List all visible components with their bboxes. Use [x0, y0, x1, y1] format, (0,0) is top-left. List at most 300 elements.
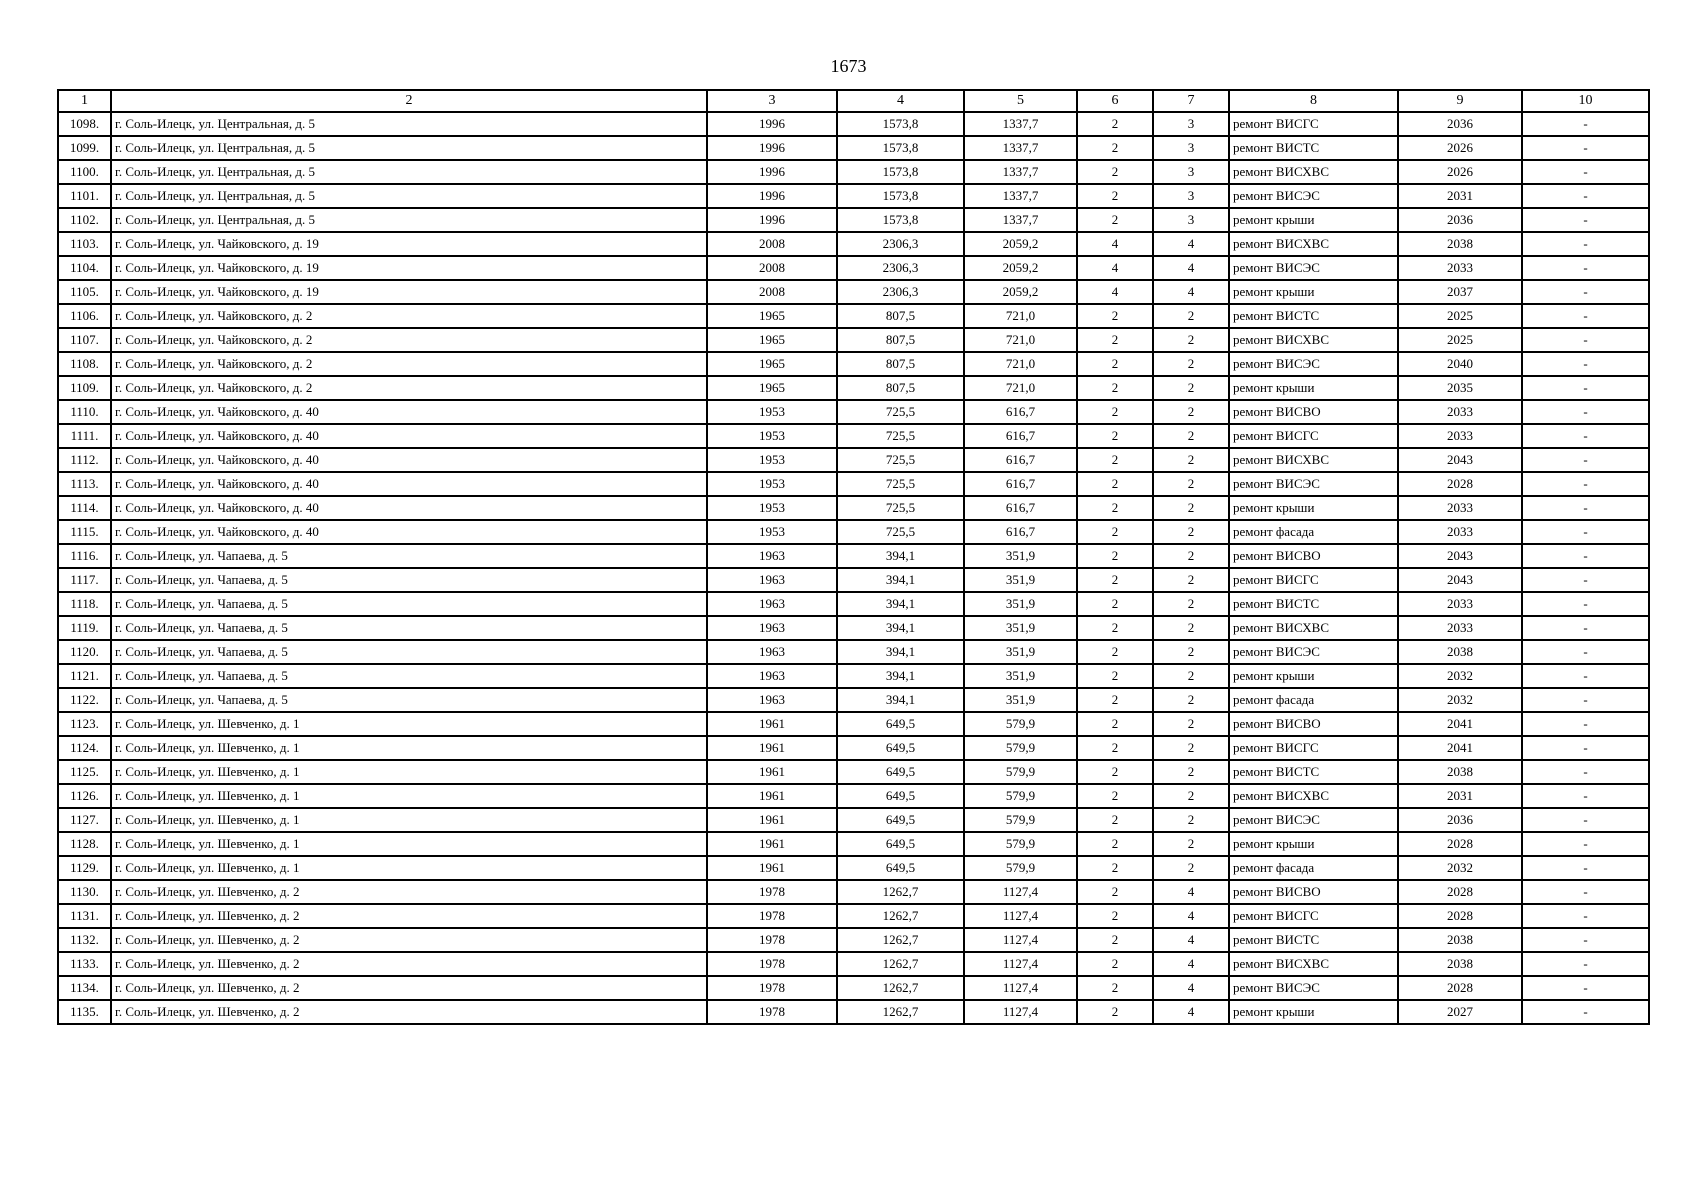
cell-floors: 2 [1077, 952, 1153, 976]
cell-living-area: 351,9 [964, 544, 1077, 568]
cell-note: - [1522, 400, 1649, 424]
cell-row-number: 1102. [58, 208, 111, 232]
cell-living-area: 351,9 [964, 592, 1077, 616]
cell-living-area: 2059,2 [964, 280, 1077, 304]
cell-floors: 2 [1077, 832, 1153, 856]
cell-note: - [1522, 856, 1649, 880]
cell-work-type: ремонт ВИСЭС [1229, 472, 1398, 496]
cell-floors: 2 [1077, 592, 1153, 616]
cell-living-area: 351,9 [964, 664, 1077, 688]
table-row [58, 400, 1649, 424]
cell-total-area: 649,5 [837, 856, 964, 880]
cell-address: г. Соль-Илецк, ул. Центральная, д. 5 [111, 136, 707, 160]
table-row [58, 688, 1649, 712]
cell-total-area: 1573,8 [837, 160, 964, 184]
cell-row-number: 1122. [58, 688, 111, 712]
table-row [58, 280, 1649, 304]
cell-work-type: ремонт ВИСГС [1229, 424, 1398, 448]
cell-year-built: 1953 [707, 448, 837, 472]
cell-year-built: 1978 [707, 904, 837, 928]
table-row [58, 448, 1649, 472]
column-header-6: 6 [1077, 90, 1153, 112]
cell-living-area: 616,7 [964, 472, 1077, 496]
table-row [58, 424, 1649, 448]
cell-planned-year: 2038 [1398, 928, 1522, 952]
cell-floors: 2 [1077, 760, 1153, 784]
cell-row-number: 1121. [58, 664, 111, 688]
cell-year-built: 1996 [707, 136, 837, 160]
cell-total-area: 1262,7 [837, 1000, 964, 1024]
cell-year-built: 2008 [707, 256, 837, 280]
cell-total-area: 2306,3 [837, 232, 964, 256]
cell-address: г. Соль-Илецк, ул. Шевченко, д. 2 [111, 1000, 707, 1024]
cell-note: - [1522, 424, 1649, 448]
cell-total-area: 1573,8 [837, 184, 964, 208]
cell-entrances: 2 [1153, 640, 1229, 664]
table-row [58, 832, 1649, 856]
table-row [58, 520, 1649, 544]
cell-year-built: 1965 [707, 304, 837, 328]
cell-total-area: 807,5 [837, 376, 964, 400]
cell-note: - [1522, 160, 1649, 184]
cell-total-area: 1262,7 [837, 880, 964, 904]
page-number: 1673 [830, 56, 867, 76]
cell-row-number: 1109. [58, 376, 111, 400]
cell-address: г. Соль-Илецк, ул. Шевченко, д. 1 [111, 712, 707, 736]
cell-floors: 2 [1077, 304, 1153, 328]
cell-address: г. Соль-Илецк, ул. Чайковского, д. 40 [111, 400, 707, 424]
cell-floors: 2 [1077, 376, 1153, 400]
cell-note: - [1522, 832, 1649, 856]
cell-planned-year: 2025 [1398, 328, 1522, 352]
header-row [58, 90, 1649, 112]
cell-address: г. Соль-Илецк, ул. Центральная, д. 5 [111, 208, 707, 232]
cell-entrances: 2 [1153, 568, 1229, 592]
cell-living-area: 721,0 [964, 352, 1077, 376]
cell-work-type: ремонт фасада [1229, 688, 1398, 712]
cell-note: - [1522, 952, 1649, 976]
cell-entrances: 2 [1153, 808, 1229, 832]
cell-year-built: 1978 [707, 952, 837, 976]
cell-row-number: 1117. [58, 568, 111, 592]
cell-work-type: ремонт крыши [1229, 376, 1398, 400]
cell-total-area: 1573,8 [837, 112, 964, 136]
cell-living-area: 1337,7 [964, 160, 1077, 184]
cell-row-number: 1135. [58, 1000, 111, 1024]
cell-entrances: 2 [1153, 304, 1229, 328]
cell-row-number: 1123. [58, 712, 111, 736]
cell-year-built: 1963 [707, 544, 837, 568]
cell-living-area: 1337,7 [964, 208, 1077, 232]
cell-total-area: 394,1 [837, 688, 964, 712]
cell-planned-year: 2033 [1398, 616, 1522, 640]
table-row [58, 856, 1649, 880]
cell-entrances: 2 [1153, 784, 1229, 808]
cell-work-type: ремонт ВИСВО [1229, 544, 1398, 568]
cell-year-built: 1961 [707, 832, 837, 856]
cell-row-number: 1104. [58, 256, 111, 280]
cell-floors: 2 [1077, 520, 1153, 544]
cell-row-number: 1127. [58, 808, 111, 832]
cell-row-number: 1134. [58, 976, 111, 1000]
cell-planned-year: 2026 [1398, 136, 1522, 160]
cell-address: г. Соль-Илецк, ул. Шевченко, д. 1 [111, 856, 707, 880]
cell-planned-year: 2043 [1398, 544, 1522, 568]
cell-planned-year: 2026 [1398, 160, 1522, 184]
cell-year-built: 1961 [707, 808, 837, 832]
cell-note: - [1522, 616, 1649, 640]
cell-floors: 2 [1077, 904, 1153, 928]
cell-address: г. Соль-Илецк, ул. Чайковского, д. 19 [111, 280, 707, 304]
cell-total-area: 1262,7 [837, 904, 964, 928]
cell-planned-year: 2027 [1398, 1000, 1522, 1024]
cell-planned-year: 2038 [1398, 232, 1522, 256]
column-header-5: 5 [964, 90, 1077, 112]
cell-year-built: 1953 [707, 424, 837, 448]
cell-living-area: 1337,7 [964, 112, 1077, 136]
table-row [58, 904, 1649, 928]
cell-work-type: ремонт крыши [1229, 832, 1398, 856]
cell-floors: 2 [1077, 880, 1153, 904]
cell-address: г. Соль-Илецк, ул. Центральная, д. 5 [111, 160, 707, 184]
cell-total-area: 725,5 [837, 472, 964, 496]
cell-row-number: 1108. [58, 352, 111, 376]
cell-floors: 2 [1077, 808, 1153, 832]
column-header-3: 3 [707, 90, 837, 112]
cell-year-built: 1963 [707, 568, 837, 592]
cell-planned-year: 2033 [1398, 400, 1522, 424]
cell-planned-year: 2028 [1398, 904, 1522, 928]
cell-note: - [1522, 328, 1649, 352]
cell-address: г. Соль-Илецк, ул. Чапаева, д. 5 [111, 568, 707, 592]
cell-address: г. Соль-Илецк, ул. Чайковского, д. 19 [111, 232, 707, 256]
cell-address: г. Соль-Илецк, ул. Чайковского, д. 40 [111, 472, 707, 496]
cell-year-built: 1953 [707, 400, 837, 424]
cell-row-number: 1103. [58, 232, 111, 256]
cell-note: - [1522, 208, 1649, 232]
cell-entrances: 2 [1153, 736, 1229, 760]
cell-year-built: 1978 [707, 976, 837, 1000]
cell-floors: 2 [1077, 496, 1153, 520]
cell-note: - [1522, 520, 1649, 544]
cell-floors: 2 [1077, 856, 1153, 880]
cell-work-type: ремонт ВИСГС [1229, 904, 1398, 928]
cell-entrances: 4 [1153, 280, 1229, 304]
cell-year-built: 1961 [707, 856, 837, 880]
cell-total-area: 725,5 [837, 448, 964, 472]
cell-work-type: ремонт фасада [1229, 856, 1398, 880]
cell-living-area: 721,0 [964, 328, 1077, 352]
cell-year-built: 1996 [707, 112, 837, 136]
cell-note: - [1522, 112, 1649, 136]
cell-work-type: ремонт ВИСТС [1229, 760, 1398, 784]
cell-entrances: 2 [1153, 544, 1229, 568]
cell-note: - [1522, 304, 1649, 328]
cell-living-area: 2059,2 [964, 256, 1077, 280]
cell-floors: 2 [1077, 424, 1153, 448]
cell-address: г. Соль-Илецк, ул. Шевченко, д. 2 [111, 928, 707, 952]
cell-work-type: ремонт ВИСТС [1229, 304, 1398, 328]
cell-entrances: 2 [1153, 760, 1229, 784]
cell-floors: 2 [1077, 352, 1153, 376]
cell-address: г. Соль-Илецк, ул. Центральная, д. 5 [111, 112, 707, 136]
cell-entrances: 2 [1153, 520, 1229, 544]
cell-row-number: 1110. [58, 400, 111, 424]
cell-work-type: ремонт фасада [1229, 520, 1398, 544]
cell-living-area: 616,7 [964, 520, 1077, 544]
table-row [58, 976, 1649, 1000]
cell-work-type: ремонт ВИСЭС [1229, 352, 1398, 376]
table-row [58, 256, 1649, 280]
cell-living-area: 579,9 [964, 760, 1077, 784]
cell-note: - [1522, 640, 1649, 664]
cell-address: г. Соль-Илецк, ул. Шевченко, д. 2 [111, 904, 707, 928]
cell-work-type: ремонт ВИСТС [1229, 136, 1398, 160]
cell-planned-year: 2038 [1398, 760, 1522, 784]
cell-note: - [1522, 568, 1649, 592]
table-row [58, 472, 1649, 496]
cell-floors: 2 [1077, 976, 1153, 1000]
cell-entrances: 2 [1153, 832, 1229, 856]
table-row [58, 112, 1649, 136]
cell-year-built: 1978 [707, 928, 837, 952]
cell-year-built: 1965 [707, 352, 837, 376]
cell-floors: 2 [1077, 400, 1153, 424]
cell-address: г. Соль-Илецк, ул. Чайковского, д. 19 [111, 256, 707, 280]
cell-work-type: ремонт ВИСЭС [1229, 976, 1398, 1000]
cell-living-area: 1127,4 [964, 976, 1077, 1000]
cell-planned-year: 2032 [1398, 688, 1522, 712]
cell-total-area: 1262,7 [837, 952, 964, 976]
cell-entrances: 2 [1153, 424, 1229, 448]
cell-floors: 2 [1077, 448, 1153, 472]
cell-row-number: 1099. [58, 136, 111, 160]
cell-living-area: 1127,4 [964, 880, 1077, 904]
cell-entrances: 2 [1153, 856, 1229, 880]
cell-year-built: 1961 [707, 712, 837, 736]
cell-work-type: ремонт ВИСВО [1229, 400, 1398, 424]
cell-floors: 2 [1077, 664, 1153, 688]
cell-entrances: 2 [1153, 328, 1229, 352]
cell-note: - [1522, 1000, 1649, 1024]
cell-work-type: ремонт ВИСХВС [1229, 952, 1398, 976]
cell-total-area: 394,1 [837, 568, 964, 592]
cell-floors: 2 [1077, 1000, 1153, 1024]
cell-entrances: 3 [1153, 136, 1229, 160]
cell-floors: 2 [1077, 544, 1153, 568]
cell-row-number: 1118. [58, 592, 111, 616]
cell-living-area: 1337,7 [964, 136, 1077, 160]
cell-address: г. Соль-Илецк, ул. Чапаева, д. 5 [111, 616, 707, 640]
table-row [58, 784, 1649, 808]
cell-work-type: ремонт крыши [1229, 208, 1398, 232]
cell-total-area: 394,1 [837, 664, 964, 688]
cell-entrances: 4 [1153, 256, 1229, 280]
cell-living-area: 351,9 [964, 568, 1077, 592]
cell-total-area: 394,1 [837, 544, 964, 568]
cell-address: г. Соль-Илецк, ул. Шевченко, д. 2 [111, 952, 707, 976]
cell-row-number: 1119. [58, 616, 111, 640]
cell-planned-year: 2031 [1398, 184, 1522, 208]
cell-row-number: 1132. [58, 928, 111, 952]
column-header-4: 4 [837, 90, 964, 112]
cell-year-built: 1978 [707, 1000, 837, 1024]
cell-note: - [1522, 448, 1649, 472]
cell-row-number: 1105. [58, 280, 111, 304]
cell-entrances: 2 [1153, 376, 1229, 400]
cell-note: - [1522, 784, 1649, 808]
cell-row-number: 1131. [58, 904, 111, 928]
table-row [58, 736, 1649, 760]
cell-note: - [1522, 376, 1649, 400]
cell-note: - [1522, 664, 1649, 688]
table-row [58, 184, 1649, 208]
table-body [58, 112, 1649, 1024]
cell-floors: 4 [1077, 280, 1153, 304]
cell-living-area: 616,7 [964, 448, 1077, 472]
cell-year-built: 1965 [707, 376, 837, 400]
cell-work-type: ремонт ВИСЭС [1229, 256, 1398, 280]
cell-work-type: ремонт крыши [1229, 664, 1398, 688]
cell-note: - [1522, 232, 1649, 256]
table-row [58, 952, 1649, 976]
cell-year-built: 1996 [707, 208, 837, 232]
table-row [58, 160, 1649, 184]
table-row [58, 760, 1649, 784]
cell-work-type: ремонт ВИСГС [1229, 736, 1398, 760]
cell-living-area: 2059,2 [964, 232, 1077, 256]
cell-planned-year: 2032 [1398, 856, 1522, 880]
table-row [58, 304, 1649, 328]
cell-row-number: 1116. [58, 544, 111, 568]
cell-row-number: 1098. [58, 112, 111, 136]
cell-living-area: 351,9 [964, 688, 1077, 712]
table-row [58, 376, 1649, 400]
cell-living-area: 616,7 [964, 496, 1077, 520]
cell-entrances: 2 [1153, 712, 1229, 736]
table-row [58, 664, 1649, 688]
cell-total-area: 649,5 [837, 736, 964, 760]
cell-row-number: 1107. [58, 328, 111, 352]
cell-row-number: 1130. [58, 880, 111, 904]
cell-planned-year: 2028 [1398, 976, 1522, 1000]
cell-note: - [1522, 472, 1649, 496]
cell-total-area: 725,5 [837, 400, 964, 424]
cell-total-area: 2306,3 [837, 280, 964, 304]
table-row [58, 712, 1649, 736]
cell-note: - [1522, 904, 1649, 928]
cell-year-built: 1996 [707, 184, 837, 208]
cell-total-area: 725,5 [837, 424, 964, 448]
cell-living-area: 1127,4 [964, 928, 1077, 952]
cell-total-area: 649,5 [837, 760, 964, 784]
cell-entrances: 3 [1153, 160, 1229, 184]
table-row [58, 328, 1649, 352]
table-row [58, 352, 1649, 376]
cell-entrances: 2 [1153, 400, 1229, 424]
cell-year-built: 1963 [707, 688, 837, 712]
cell-living-area: 721,0 [964, 304, 1077, 328]
table-row [58, 880, 1649, 904]
cell-entrances: 4 [1153, 928, 1229, 952]
cell-note: - [1522, 760, 1649, 784]
table-row [58, 208, 1649, 232]
cell-floors: 2 [1077, 712, 1153, 736]
cell-floors: 2 [1077, 616, 1153, 640]
cell-floors: 2 [1077, 112, 1153, 136]
cell-work-type: ремонт ВИСХВС [1229, 232, 1398, 256]
cell-work-type: ремонт ВИСХВС [1229, 328, 1398, 352]
cell-planned-year: 2036 [1398, 208, 1522, 232]
column-header-10: 10 [1522, 90, 1649, 112]
cell-address: г. Соль-Илецк, ул. Шевченко, д. 2 [111, 976, 707, 1000]
table-row [58, 928, 1649, 952]
cell-note: - [1522, 352, 1649, 376]
cell-floors: 4 [1077, 256, 1153, 280]
cell-address: г. Соль-Илецк, ул. Шевченко, д. 1 [111, 736, 707, 760]
cell-entrances: 2 [1153, 352, 1229, 376]
cell-work-type: ремонт ВИСГС [1229, 568, 1398, 592]
cell-living-area: 1127,4 [964, 1000, 1077, 1024]
cell-row-number: 1125. [58, 760, 111, 784]
cell-year-built: 2008 [707, 232, 837, 256]
cell-work-type: ремонт ВИСЭС [1229, 808, 1398, 832]
cell-note: - [1522, 256, 1649, 280]
cell-address: г. Соль-Илецк, ул. Чапаева, д. 5 [111, 688, 707, 712]
cell-entrances: 2 [1153, 472, 1229, 496]
cell-planned-year: 2036 [1398, 112, 1522, 136]
cell-floors: 2 [1077, 736, 1153, 760]
cell-planned-year: 2028 [1398, 472, 1522, 496]
cell-living-area: 1337,7 [964, 184, 1077, 208]
cell-total-area: 1573,8 [837, 136, 964, 160]
cell-address: г. Соль-Илецк, ул. Чапаева, д. 5 [111, 592, 707, 616]
cell-entrances: 2 [1153, 688, 1229, 712]
cell-floors: 4 [1077, 232, 1153, 256]
cell-total-area: 807,5 [837, 304, 964, 328]
table-row [58, 496, 1649, 520]
cell-year-built: 1963 [707, 592, 837, 616]
cell-work-type: ремонт ВИСХВС [1229, 160, 1398, 184]
cell-entrances: 2 [1153, 616, 1229, 640]
table-row [58, 640, 1649, 664]
cell-total-area: 2306,3 [837, 256, 964, 280]
cell-total-area: 649,5 [837, 784, 964, 808]
cell-work-type: ремонт крыши [1229, 280, 1398, 304]
cell-planned-year: 2038 [1398, 952, 1522, 976]
cell-living-area: 1127,4 [964, 904, 1077, 928]
cell-note: - [1522, 280, 1649, 304]
cell-work-type: ремонт ВИСХВС [1229, 448, 1398, 472]
cell-row-number: 1120. [58, 640, 111, 664]
cell-planned-year: 2033 [1398, 496, 1522, 520]
cell-planned-year: 2033 [1398, 592, 1522, 616]
cell-entrances: 2 [1153, 592, 1229, 616]
cell-note: - [1522, 688, 1649, 712]
cell-row-number: 1129. [58, 856, 111, 880]
table-row [58, 568, 1649, 592]
cell-living-area: 579,9 [964, 784, 1077, 808]
cell-floors: 2 [1077, 640, 1153, 664]
cell-entrances: 4 [1153, 952, 1229, 976]
cell-address: г. Соль-Илецк, ул. Шевченко, д. 2 [111, 880, 707, 904]
cell-year-built: 1965 [707, 328, 837, 352]
cell-address: г. Соль-Илецк, ул. Чайковского, д. 40 [111, 496, 707, 520]
cell-work-type: ремонт ВИСВО [1229, 880, 1398, 904]
cell-total-area: 807,5 [837, 328, 964, 352]
cell-planned-year: 2035 [1398, 376, 1522, 400]
cell-year-built: 1963 [707, 640, 837, 664]
